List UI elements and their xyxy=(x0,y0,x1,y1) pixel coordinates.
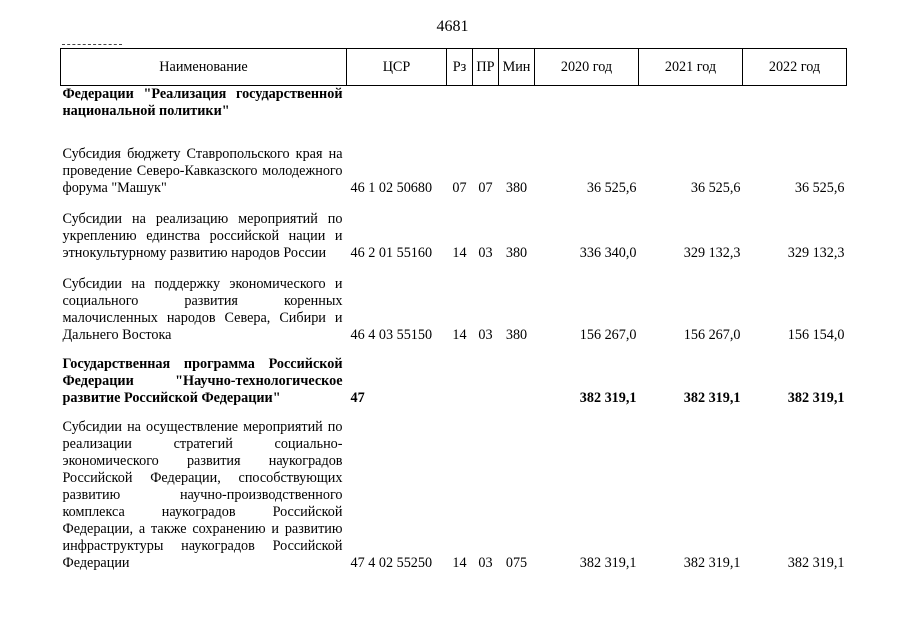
row-rz: 07 xyxy=(452,180,467,196)
row-name: Субсидии на осуществление мероприятий по реализации стратегий социально-экономического развития наукоградов Российской Федерации, способствующих развитию научно-производственного комплекса наукоградов Российской Федерации, а также сохранению и развитию инфраструктуры наукоградов Российской Федерации xyxy=(62,419,343,571)
table-row xyxy=(61,276,847,344)
row-2020: 382 319,1 xyxy=(579,390,637,406)
row-2020 xyxy=(535,86,639,121)
table-row xyxy=(61,86,847,121)
column-header-2020: 2020 год xyxy=(535,49,639,86)
row-csr: 47 4 02 55250 xyxy=(350,555,433,571)
table-row xyxy=(61,419,847,572)
row-name: Субсидии на поддержку экономического и социального развития коренных малочисленных народов Севера, Сибири и Дальнего Востока xyxy=(62,276,343,343)
row-min xyxy=(499,356,535,407)
row-name: Государственная программа Российской Федерации "Научно-технологическое развитие Российской Федерации" xyxy=(62,356,343,406)
row-min: 380 xyxy=(505,180,528,196)
row-spacer xyxy=(61,197,847,211)
table-header-row xyxy=(61,49,847,86)
table-row xyxy=(61,211,847,262)
row-spacer xyxy=(61,120,847,146)
column-header-pr: ПР xyxy=(473,49,499,86)
row-2021: 36 525,6 xyxy=(690,180,741,196)
row-spacer xyxy=(61,344,847,356)
row-csr: 46 4 03 55150 xyxy=(350,327,433,343)
row-pr: 03 xyxy=(478,555,493,571)
row-2021: 156 267,0 xyxy=(683,327,741,343)
row-spacer xyxy=(61,262,847,276)
row-2020: 336 340,0 xyxy=(579,245,637,261)
table-row xyxy=(61,356,847,407)
row-2020: 382 319,1 xyxy=(579,555,637,571)
page-number: 4681 xyxy=(436,18,469,35)
row-csr: 46 1 02 50680 xyxy=(350,180,433,196)
row-pr xyxy=(473,86,499,121)
row-name: Федерации "Реализация государственной национальной политики" xyxy=(62,86,343,119)
row-2022: 329 132,3 xyxy=(787,245,845,261)
row-min: 075 xyxy=(505,555,528,571)
row-name: Субсидия бюджету Ставропольского края на проведение Северо-Кавказского молодежного форума "Машук" xyxy=(62,146,343,196)
row-csr: 46 2 01 55160 xyxy=(350,245,433,261)
table-row xyxy=(61,146,847,197)
row-min: 380 xyxy=(505,327,528,343)
row-pr: 03 xyxy=(478,245,493,261)
row-2021: 382 319,1 xyxy=(683,555,741,571)
row-pr xyxy=(473,356,499,407)
budget-table xyxy=(60,48,847,572)
row-2022 xyxy=(743,86,847,121)
row-rz xyxy=(447,86,473,121)
row-rz xyxy=(447,356,473,407)
row-min: 380 xyxy=(505,245,528,261)
column-header-2022: 2022 год xyxy=(743,49,847,86)
column-header-rz: Рз xyxy=(447,49,473,86)
row-2020: 36 525,6 xyxy=(586,180,637,196)
row-csr xyxy=(347,86,447,121)
row-pr: 07 xyxy=(478,180,493,196)
row-spacer xyxy=(61,407,847,419)
row-2022: 156 154,0 xyxy=(787,327,845,343)
column-header-2021: 2021 год xyxy=(639,49,743,86)
header-top-mark xyxy=(62,44,122,47)
row-csr: 47 xyxy=(350,390,365,406)
column-header-csr: ЦСР xyxy=(347,49,447,86)
row-pr: 03 xyxy=(478,327,493,343)
row-2021: 329 132,3 xyxy=(683,245,741,261)
row-2021: 382 319,1 xyxy=(683,390,741,406)
row-2022: 382 319,1 xyxy=(787,390,845,406)
row-2020: 156 267,0 xyxy=(579,327,637,343)
row-min xyxy=(499,86,535,121)
column-header-name: Наименование xyxy=(61,49,347,86)
row-2022: 36 525,6 xyxy=(794,180,845,196)
row-name: Субсидии на реализацию мероприятий по укреплению единства российской нации и этнокультурному развитию народов России xyxy=(62,211,343,261)
row-2021 xyxy=(639,86,743,121)
row-rz: 14 xyxy=(452,245,467,261)
row-rz: 14 xyxy=(452,555,467,571)
row-2022: 382 319,1 xyxy=(787,555,845,571)
column-header-min: Мин xyxy=(499,49,535,86)
row-rz: 14 xyxy=(452,327,467,343)
